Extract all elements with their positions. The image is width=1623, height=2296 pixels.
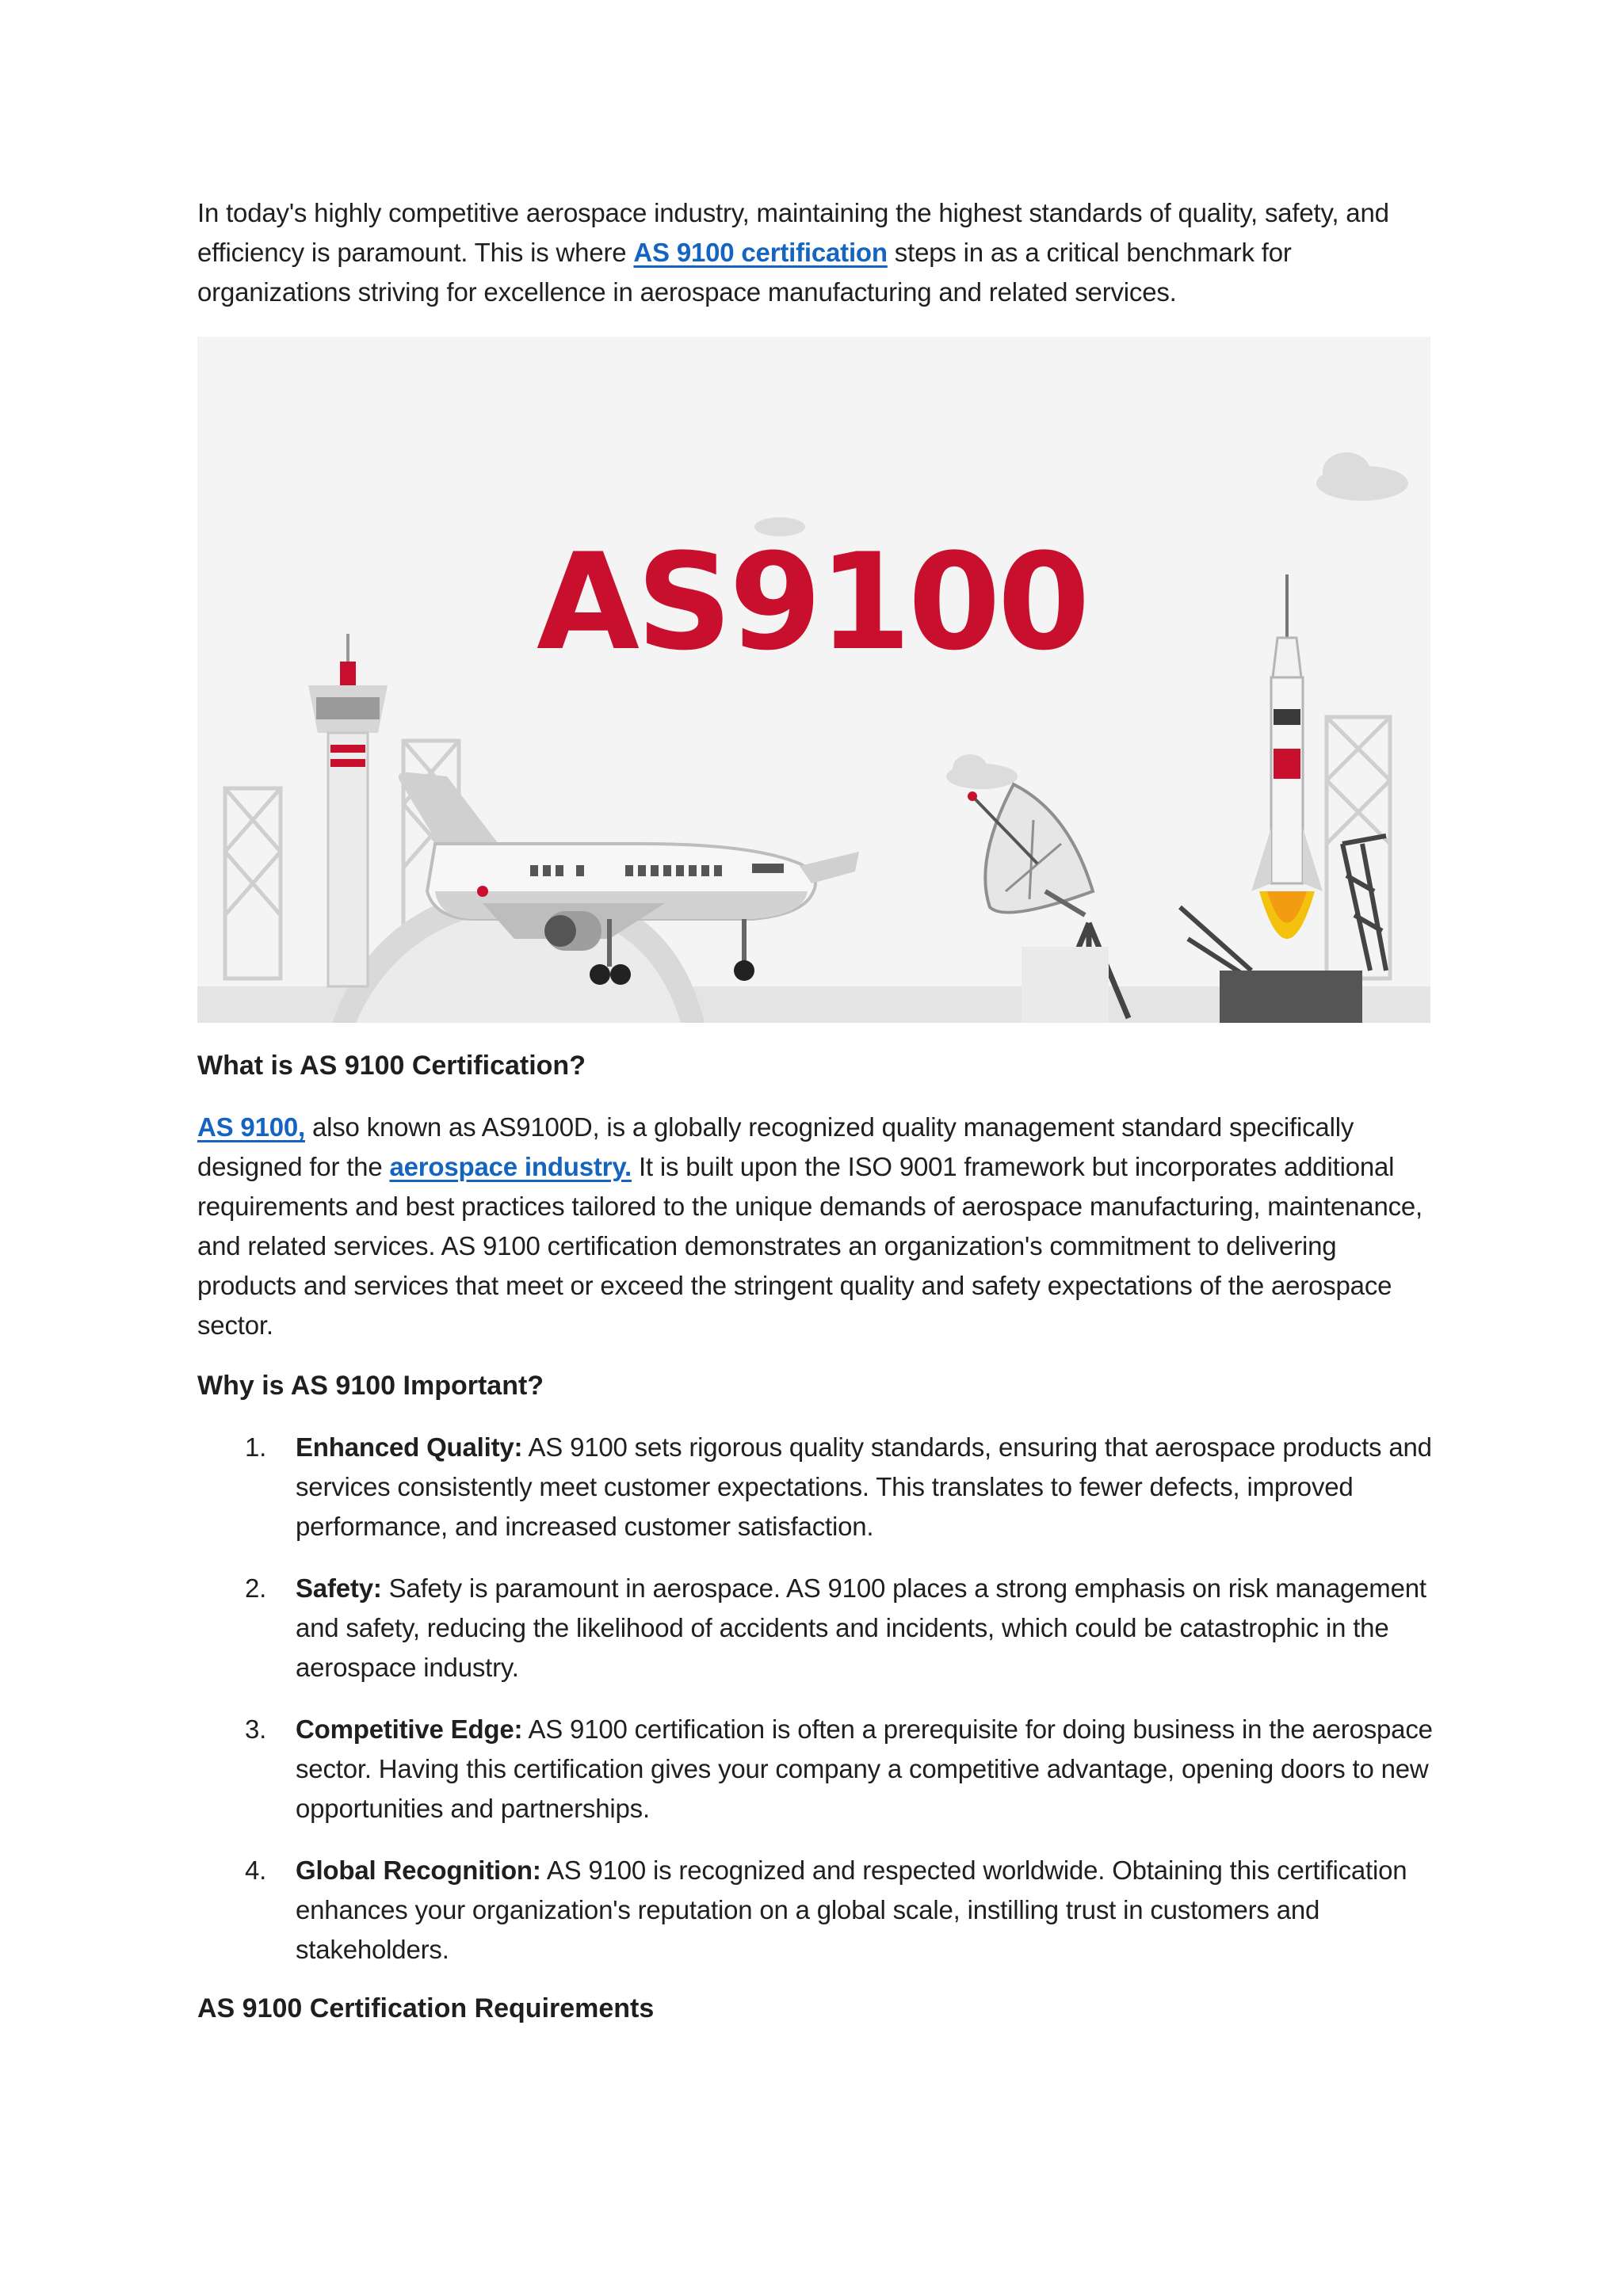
section2-heading: Why is AS 9100 Important? xyxy=(197,1371,544,1401)
list-item-title: Competitive Edge: xyxy=(296,1714,523,1744)
list-number: 4. xyxy=(245,1855,267,1885)
section1-paragraph xyxy=(197,1108,1434,1345)
list-item-text: AS 9100 sets rigorous quality standards, ensuring that aerospace products and services consistently meet customer expectations. This translates to fewer defects, improved performance, and increased customer satisfaction. xyxy=(296,1432,1432,1541)
list-item-text: AS 9100 certification is often a prerequisite for doing business in the aerospace sector. Having this certification gives your company a competitive advantage, opening doors to new opportunities and partnerships. xyxy=(296,1714,1433,1823)
as9100-certification-link[interactable]: AS 9100 certification xyxy=(633,238,888,267)
section1-heading: What is AS 9100 Certification? xyxy=(197,1051,586,1081)
list-item-text: AS 9100 is recognized and respected worldwide. Obtaining this certification enhances your organization's reputation on a global scale, instilling trust in customers and stakeholders. xyxy=(296,1855,1407,1964)
aerospace-industry-link[interactable]: aerospace industry. xyxy=(389,1152,632,1181)
list-number: 2. xyxy=(245,1573,267,1603)
list-item xyxy=(197,1569,1434,1688)
hero-image xyxy=(197,337,1430,1023)
list-number: 1. xyxy=(245,1432,267,1462)
list-item-title: Global Recognition: xyxy=(296,1855,541,1885)
intro-text-after: steps in as a critical benchmark for organizations striving for excellence in aerospace manufacturing and related services. xyxy=(197,238,1292,307)
hero-title: AS9100 xyxy=(537,524,1087,680)
importance-list xyxy=(197,1428,1434,1970)
list-item xyxy=(197,1428,1434,1547)
intro-paragraph xyxy=(197,193,1442,312)
list-item xyxy=(197,1851,1434,1970)
list-item-text: Safety is paramount in aerospace. AS 9100 places a strong emphasis on risk management and safety, reducing the likelihood of accidents and incidents, which could be catastrophic in the aerospace industry. xyxy=(296,1573,1426,1682)
intro-text-before: In today's highly competitive aerospace industry, maintaining the highest standards of quality, safety, and efficiency is paramount. This is where xyxy=(197,198,1389,267)
section1-text2: It is built upon the ISO 9001 framework but incorporates additional requirements and best practices tailored to the unique demands of aerospace manufacturing, maintenance, and related services. AS 9100 certification demonstrates an organization's commitment to delivering products and services that meet or exceed the stringent quality and safety expectations of the aerospace sector. xyxy=(197,1152,1423,1340)
as9100-link[interactable]: AS 9100, xyxy=(197,1112,305,1142)
list-item xyxy=(197,1710,1434,1829)
launch-pad-icon xyxy=(1220,971,1362,1023)
list-item-title: Enhanced Quality: xyxy=(296,1432,523,1462)
section3-heading: AS 9100 Certification Requirements xyxy=(197,1993,655,2023)
list-number: 3. xyxy=(245,1714,267,1744)
list-item-title: Safety: xyxy=(296,1573,382,1603)
section1-text1: also known as AS9100D, is a globally recognized quality management standard specifically designed for the xyxy=(197,1112,1354,1181)
